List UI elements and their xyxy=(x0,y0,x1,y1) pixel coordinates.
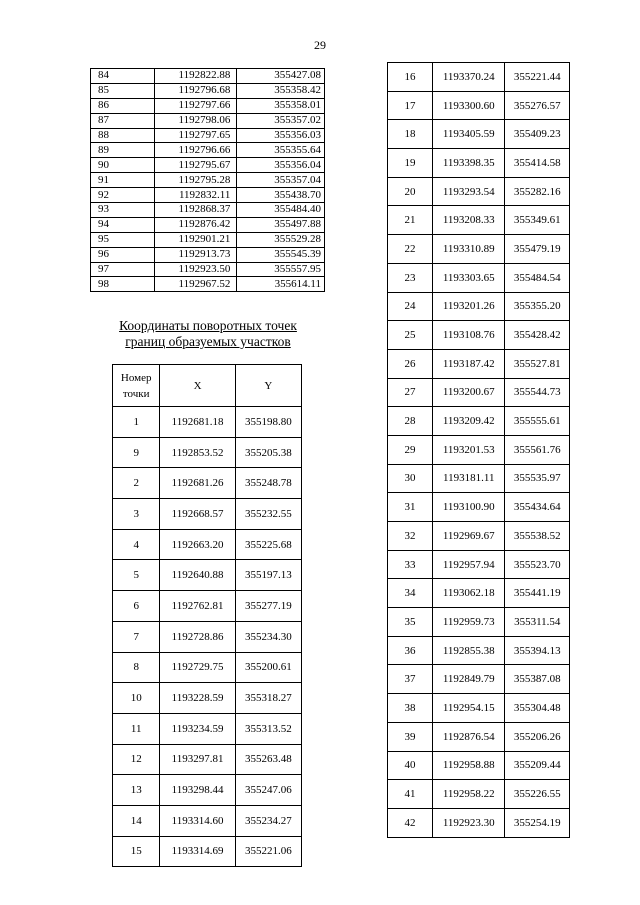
cell-y: 355254.19 xyxy=(505,808,570,837)
cell-x: 1192797.65 xyxy=(155,128,237,143)
table-row xyxy=(113,805,302,836)
table-row xyxy=(388,522,570,551)
cell-point-number: 1 xyxy=(113,407,160,438)
cell-point-number: 84 xyxy=(91,69,155,84)
cell-x: 1193314.69 xyxy=(160,836,235,867)
cell-point-number: 33 xyxy=(388,550,433,579)
table-row xyxy=(91,128,325,143)
cell-y: 355318.27 xyxy=(235,683,301,714)
cell-y: 355355.20 xyxy=(505,292,570,321)
cell-x: 1192967.52 xyxy=(155,277,237,292)
cell-y: 355197.13 xyxy=(235,560,301,591)
cell-y: 355479.19 xyxy=(505,235,570,264)
cell-y: 355555.61 xyxy=(505,407,570,436)
cell-point-number: 22 xyxy=(388,235,433,264)
cell-point-number: 41 xyxy=(388,780,433,809)
table-row xyxy=(91,158,325,173)
cell-point-number: 13 xyxy=(113,775,160,806)
table-row xyxy=(113,591,302,622)
cell-y: 355205.38 xyxy=(235,437,301,468)
cell-point-number: 92 xyxy=(91,188,155,203)
cell-point-number: 37 xyxy=(388,665,433,694)
cell-point-number: 26 xyxy=(388,349,433,378)
cell-y: 355234.30 xyxy=(235,621,301,652)
table-row xyxy=(388,120,570,149)
table-row xyxy=(91,277,325,292)
cell-point-number: 12 xyxy=(113,744,160,775)
cell-point-number: 97 xyxy=(91,262,155,277)
table-row xyxy=(388,722,570,751)
table-row xyxy=(388,206,570,235)
cell-y: 355221.44 xyxy=(505,63,570,92)
cell-y: 355484.40 xyxy=(237,203,325,218)
table-row xyxy=(388,321,570,350)
cell-y: 355438.70 xyxy=(237,188,325,203)
table-row xyxy=(388,665,570,694)
table-header xyxy=(113,365,302,407)
cell-y: 355357.02 xyxy=(237,113,325,128)
table-row xyxy=(388,292,570,321)
table-row xyxy=(388,91,570,120)
cell-point-number: 89 xyxy=(91,143,155,158)
cell-x: 1192876.42 xyxy=(155,217,237,232)
cell-point-number: 24 xyxy=(388,292,433,321)
table-row xyxy=(388,378,570,407)
cell-x: 1193303.65 xyxy=(433,263,505,292)
cell-y: 355313.52 xyxy=(235,713,301,744)
table-row xyxy=(388,263,570,292)
cell-point-number: 32 xyxy=(388,522,433,551)
table-row xyxy=(91,83,325,98)
cell-point-number: 94 xyxy=(91,217,155,232)
cell-point-number: 34 xyxy=(388,579,433,608)
table-row xyxy=(91,188,325,203)
cell-y: 355527.81 xyxy=(505,349,570,378)
cell-point-number: 9 xyxy=(113,437,160,468)
table-body xyxy=(388,63,570,838)
table-row xyxy=(388,177,570,206)
cell-point-number: 15 xyxy=(113,836,160,867)
cell-point-number: 14 xyxy=(113,805,160,836)
cell-point-number: 87 xyxy=(91,113,155,128)
cell-point-number: 6 xyxy=(113,591,160,622)
cell-x: 1192762.81 xyxy=(160,591,235,622)
table-row xyxy=(91,143,325,158)
cell-x: 1193187.42 xyxy=(433,349,505,378)
cell-x: 1192849.79 xyxy=(433,665,505,694)
cell-x: 1193370.24 xyxy=(433,63,505,92)
cell-point-number: 86 xyxy=(91,98,155,113)
cell-y: 355434.64 xyxy=(505,493,570,522)
cell-x: 1192832.11 xyxy=(155,188,237,203)
table-row xyxy=(113,407,302,438)
cell-point-number: 35 xyxy=(388,608,433,637)
cell-point-number: 39 xyxy=(388,722,433,751)
cell-y: 355561.76 xyxy=(505,435,570,464)
cell-point-number: 88 xyxy=(91,128,155,143)
cell-y: 355529.28 xyxy=(237,232,325,247)
cell-x: 1192681.18 xyxy=(160,407,235,438)
cell-x: 1192795.28 xyxy=(155,173,237,188)
cell-y: 355209.44 xyxy=(505,751,570,780)
cell-y: 355414.58 xyxy=(505,149,570,178)
cell-x: 1192913.73 xyxy=(155,247,237,262)
cell-y: 355311.54 xyxy=(505,608,570,637)
cell-point-number: 23 xyxy=(388,263,433,292)
cell-x: 1193062.18 xyxy=(433,579,505,608)
table-row xyxy=(113,713,302,744)
cell-point-number: 18 xyxy=(388,120,433,149)
header-y: Y xyxy=(235,365,301,407)
cell-point-number: 3 xyxy=(113,499,160,530)
table-row xyxy=(113,683,302,714)
cell-point-number: 93 xyxy=(91,203,155,218)
cell-y: 355206.26 xyxy=(505,722,570,751)
cell-x: 1193298.44 xyxy=(160,775,235,806)
table-row xyxy=(388,493,570,522)
table-row xyxy=(388,435,570,464)
cell-y: 355535.97 xyxy=(505,464,570,493)
cell-y: 355247.06 xyxy=(235,775,301,806)
cell-point-number: 19 xyxy=(388,149,433,178)
cell-y: 355557.95 xyxy=(237,262,325,277)
table-row xyxy=(91,247,325,262)
cell-y: 355356.03 xyxy=(237,128,325,143)
table-row xyxy=(91,113,325,128)
cell-x: 1192728.86 xyxy=(160,621,235,652)
cell-point-number: 40 xyxy=(388,751,433,780)
table-row xyxy=(388,149,570,178)
cell-point-number: 20 xyxy=(388,177,433,206)
cell-y: 355428.42 xyxy=(505,321,570,350)
cell-x: 1192901.21 xyxy=(155,232,237,247)
cell-x: 1193405.59 xyxy=(433,120,505,149)
cell-x: 1193314.60 xyxy=(160,805,235,836)
table-row xyxy=(388,235,570,264)
coordinates-table-left xyxy=(112,364,302,867)
cell-point-number: 29 xyxy=(388,435,433,464)
table-row xyxy=(113,560,302,591)
table-row xyxy=(91,217,325,232)
cell-point-number: 5 xyxy=(113,560,160,591)
table-row xyxy=(113,499,302,530)
cell-point-number: 27 xyxy=(388,378,433,407)
table-row xyxy=(113,744,302,775)
cell-x: 1193310.89 xyxy=(433,235,505,264)
cell-y: 355358.01 xyxy=(237,98,325,113)
cell-point-number: 31 xyxy=(388,493,433,522)
cell-x: 1192681.26 xyxy=(160,468,235,499)
table-row xyxy=(388,780,570,809)
cell-y: 355200.61 xyxy=(235,652,301,683)
table-row xyxy=(388,608,570,637)
cell-x: 1192798.06 xyxy=(155,113,237,128)
table-row xyxy=(113,775,302,806)
cell-point-number: 2 xyxy=(113,468,160,499)
cell-y: 355263.48 xyxy=(235,744,301,775)
cell-x: 1193201.53 xyxy=(433,435,505,464)
cell-x: 1193209.42 xyxy=(433,407,505,436)
cell-y: 355349.61 xyxy=(505,206,570,235)
table-row xyxy=(91,98,325,113)
table-body xyxy=(113,407,302,867)
cell-point-number: 28 xyxy=(388,407,433,436)
cell-y: 355409.23 xyxy=(505,120,570,149)
cell-y: 355523.70 xyxy=(505,550,570,579)
section-title xyxy=(90,318,326,350)
table-row xyxy=(388,694,570,723)
cell-x: 1193181.11 xyxy=(433,464,505,493)
cell-x: 1193228.59 xyxy=(160,683,235,714)
cell-x: 1192969.67 xyxy=(433,522,505,551)
cell-point-number: 95 xyxy=(91,232,155,247)
cell-y: 355282.16 xyxy=(505,177,570,206)
table-row xyxy=(388,579,570,608)
cell-x: 1192868.37 xyxy=(155,203,237,218)
cell-y: 355441.19 xyxy=(505,579,570,608)
cell-point-number: 38 xyxy=(388,694,433,723)
table-body xyxy=(91,69,325,292)
cell-y: 355198.80 xyxy=(235,407,301,438)
table-row xyxy=(388,407,570,436)
cell-x: 1192663.20 xyxy=(160,529,235,560)
cell-point-number: 85 xyxy=(91,83,155,98)
table-row xyxy=(113,468,302,499)
cell-x: 1193200.67 xyxy=(433,378,505,407)
cell-x: 1192958.88 xyxy=(433,751,505,780)
cell-x: 1193100.90 xyxy=(433,493,505,522)
table-row xyxy=(388,349,570,378)
cell-point-number: 16 xyxy=(388,63,433,92)
cell-y: 355248.78 xyxy=(235,468,301,499)
cell-x: 1192796.68 xyxy=(155,83,237,98)
cell-point-number: 96 xyxy=(91,247,155,262)
header-row xyxy=(113,365,302,407)
cell-x: 1192797.66 xyxy=(155,98,237,113)
table-row xyxy=(113,437,302,468)
table-row xyxy=(91,173,325,188)
table-row xyxy=(388,636,570,665)
cell-x: 1193398.35 xyxy=(433,149,505,178)
cell-y: 355232.55 xyxy=(235,499,301,530)
cell-point-number: 17 xyxy=(388,91,433,120)
table-row xyxy=(91,262,325,277)
table-row xyxy=(388,464,570,493)
cell-y: 355358.42 xyxy=(237,83,325,98)
cell-y: 355544.73 xyxy=(505,378,570,407)
table-row xyxy=(388,550,570,579)
header-x: X xyxy=(160,365,235,407)
cell-x: 1192822.88 xyxy=(155,69,237,84)
cell-point-number: 21 xyxy=(388,206,433,235)
table-row xyxy=(91,69,325,84)
section-title-line2: границ образуемых участков xyxy=(125,334,291,349)
cell-point-number: 11 xyxy=(113,713,160,744)
cell-x: 1192640.88 xyxy=(160,560,235,591)
cell-x: 1192796.66 xyxy=(155,143,237,158)
cell-point-number: 30 xyxy=(388,464,433,493)
cell-point-number: 91 xyxy=(91,173,155,188)
cell-y: 355545.39 xyxy=(237,247,325,262)
cell-x: 1192959.73 xyxy=(433,608,505,637)
cell-y: 355355.64 xyxy=(237,143,325,158)
cell-point-number: 7 xyxy=(113,621,160,652)
cell-y: 355225.68 xyxy=(235,529,301,560)
table-row xyxy=(113,652,302,683)
cell-x: 1192853.52 xyxy=(160,437,235,468)
cell-x: 1192923.50 xyxy=(155,262,237,277)
cell-point-number: 42 xyxy=(388,808,433,837)
section-title-line1: Координаты поворотных точек xyxy=(119,318,297,333)
cell-y: 355226.55 xyxy=(505,780,570,809)
cell-point-number: 36 xyxy=(388,636,433,665)
cell-y: 355538.52 xyxy=(505,522,570,551)
cell-y: 355221.06 xyxy=(235,836,301,867)
cell-x: 1193297.81 xyxy=(160,744,235,775)
cell-y: 355304.48 xyxy=(505,694,570,723)
page-number: 29 xyxy=(314,38,326,52)
cell-y: 355276.57 xyxy=(505,91,570,120)
cell-x: 1192855.38 xyxy=(433,636,505,665)
table-row xyxy=(91,203,325,218)
cell-y: 355356.04 xyxy=(237,158,325,173)
cell-y: 355394.13 xyxy=(505,636,570,665)
cell-x: 1193293.54 xyxy=(433,177,505,206)
table-row xyxy=(113,529,302,560)
header-point-number: Номер точки xyxy=(113,365,160,407)
cell-x: 1192876.54 xyxy=(433,722,505,751)
cell-x: 1193108.76 xyxy=(433,321,505,350)
cell-x: 1192668.57 xyxy=(160,499,235,530)
cell-x: 1192795.67 xyxy=(155,158,237,173)
coordinates-table-continuation xyxy=(90,68,325,292)
cell-x: 1192954.15 xyxy=(433,694,505,723)
cell-x: 1193208.33 xyxy=(433,206,505,235)
cell-x: 1192958.22 xyxy=(433,780,505,809)
cell-point-number: 25 xyxy=(388,321,433,350)
cell-y: 355357.04 xyxy=(237,173,325,188)
table-row xyxy=(388,808,570,837)
table-row xyxy=(113,836,302,867)
cell-x: 1192923.30 xyxy=(433,808,505,837)
table-row xyxy=(388,63,570,92)
cell-x: 1193234.59 xyxy=(160,713,235,744)
table-row xyxy=(388,751,570,780)
cell-point-number: 10 xyxy=(113,683,160,714)
cell-y: 355387.08 xyxy=(505,665,570,694)
cell-point-number: 90 xyxy=(91,158,155,173)
cell-x: 1192729.75 xyxy=(160,652,235,683)
cell-y: 355277.19 xyxy=(235,591,301,622)
cell-point-number: 4 xyxy=(113,529,160,560)
table-row xyxy=(91,232,325,247)
cell-y: 355234.27 xyxy=(235,805,301,836)
cell-x: 1193300.60 xyxy=(433,91,505,120)
cell-x: 1192957.94 xyxy=(433,550,505,579)
coordinates-table-right xyxy=(387,62,570,838)
cell-x: 1193201.26 xyxy=(433,292,505,321)
cell-y: 355497.88 xyxy=(237,217,325,232)
cell-y: 355614.11 xyxy=(237,277,325,292)
cell-point-number: 98 xyxy=(91,277,155,292)
cell-y: 355484.54 xyxy=(505,263,570,292)
table-row xyxy=(113,621,302,652)
cell-y: 355427.08 xyxy=(237,69,325,84)
cell-point-number: 8 xyxy=(113,652,160,683)
